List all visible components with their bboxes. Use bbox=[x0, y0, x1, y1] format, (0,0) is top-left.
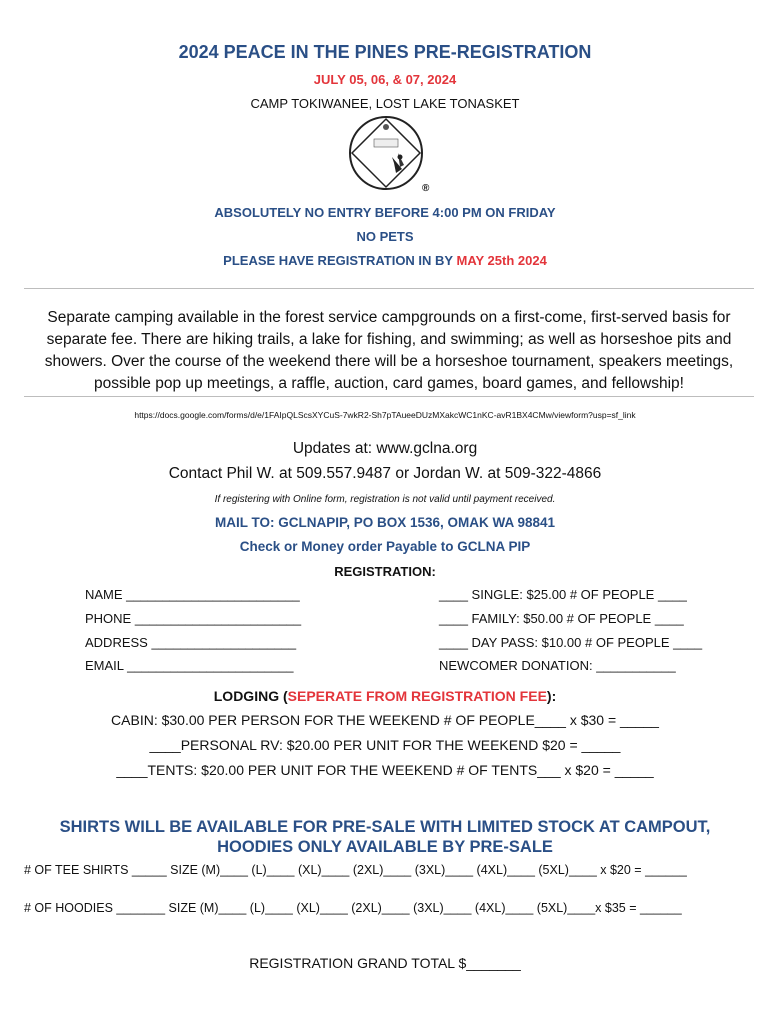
cabin-line[interactable]: CABIN: $30.00 PER PERSON FOR THE WEEKEND # OF PEOPLE____ x $30 = _____ bbox=[111, 712, 659, 728]
tents-line[interactable]: ____TENTS: $20.00 PER UNIT FOR THE WEEKEND # OF TENTS___ x $20 = _____ bbox=[116, 762, 654, 778]
lodging-heading-post: ): bbox=[546, 688, 557, 704]
shirts-heading: SHIRTS WILL BE AVAILABLE FOR PRE-SALE WITH LIMITED STOCK AT CAMPOUT, bbox=[59, 818, 711, 836]
day-pass-option[interactable]: ____ DAY PASS: $10.00 # OF PEOPLE ____ bbox=[439, 635, 703, 650]
form-url-link[interactable]: https://docs.google.com/forms/d/e/1FAIpQLScsXYCuS-7wkR2-Sh7pTAueeDUzMXakcWC1nKC-avR1BX4CMw/viewform?usp=sf_link bbox=[134, 410, 636, 420]
registration-heading: REGISTRATION: bbox=[334, 564, 436, 579]
rv-line[interactable]: ____PERSONAL RV: $20.00 PER UNIT FOR THE WEEKEND $20 = _____ bbox=[149, 737, 621, 753]
payable-to: Check or Money order Payable to GCLNA PIP bbox=[239, 539, 531, 554]
lodging-heading-pre: LODGING ( bbox=[213, 688, 288, 704]
contact-line: Contact Phil W. at 509.557.9487 or Jordan W. at 509-322-4866 bbox=[168, 465, 602, 482]
divider-top bbox=[24, 288, 754, 289]
event-location: CAMP TOKIWANEE, LOST LAKE TONASKET bbox=[250, 96, 520, 111]
email-field[interactable]: EMAIL _______________________ bbox=[85, 658, 294, 673]
mail-to-address: MAIL TO: GCLNAPIP, PO BOX 1536, OMAK WA 98841 bbox=[214, 515, 556, 530]
entry-notice: ABSOLUTELY NO ENTRY BEFORE 4:00 PM ON FRIDAY bbox=[214, 205, 556, 220]
hoodies-line[interactable]: # OF HOODIES _______ SIZE (M)____ (L)____ (XL)____ (2XL)____ (3XL)____ (4XL)____ (5XL)____x $35 = ______ bbox=[24, 901, 682, 915]
deadline-notice bbox=[0, 253, 770, 268]
na-diamond-logo-icon bbox=[340, 113, 432, 195]
divider-bottom bbox=[24, 396, 754, 397]
pets-notice: NO PETS bbox=[356, 229, 414, 244]
newcomer-donation-field[interactable]: NEWCOMER DONATION: ___________ bbox=[439, 658, 676, 673]
lodging-heading-note: SEPERATE FROM REGISTRATION FEE bbox=[287, 688, 547, 704]
phone-field[interactable]: PHONE _______________________ bbox=[85, 611, 302, 626]
updates-line: Updates at: www.gclna.org bbox=[292, 440, 478, 457]
grand-total[interactable]: REGISTRATION GRAND TOTAL $_______ bbox=[249, 955, 521, 971]
single-option[interactable]: ____ SINGLE: $25.00 # OF PEOPLE ____ bbox=[439, 587, 687, 602]
name-field[interactable]: NAME ________________________ bbox=[85, 587, 300, 602]
family-option[interactable]: ____ FAMILY: $50.00 # OF PEOPLE ____ bbox=[439, 611, 684, 626]
deadline-prefix: PLEASE HAVE REGISTRATION IN BY bbox=[223, 253, 457, 268]
online-form-note: If registering with Online form, registration is not valid until payment received. bbox=[214, 494, 556, 505]
tee-shirts-line[interactable]: # OF TEE SHIRTS _____ SIZE (M)____ (L)____ (XL)____ (2XL)____ (3XL)____ (4XL)____ (5XL)____ x $20 = ______ bbox=[24, 863, 687, 877]
page-title: 2024 PEACE IN THE PINES PRE-REGISTRATION bbox=[178, 42, 592, 62]
address-field[interactable]: ADDRESS ____________________ bbox=[85, 635, 297, 650]
camping-description: Separate camping available in the forest service campgrounds on a first-come, first-served basis for separate fee. There are hiking trails, a lake for fishing, and swimming; as well as horseshoe pits and showers. Over the course of the weekend there will be a horseshoe tournament, speakers meetings, possible pop up meetings, a raffle, auction, card games, board games, and fellowship! bbox=[44, 309, 734, 392]
logo bbox=[340, 113, 432, 195]
hoodies-heading: HOODIES ONLY AVAILABLE BY PRE-SALE bbox=[217, 838, 553, 856]
lodging-heading bbox=[0, 688, 770, 704]
deadline-date: MAY 25th 2024 bbox=[456, 253, 547, 268]
event-dates: JULY 05, 06, & 07, 2024 bbox=[313, 72, 457, 87]
registered-mark: ® bbox=[422, 183, 430, 194]
